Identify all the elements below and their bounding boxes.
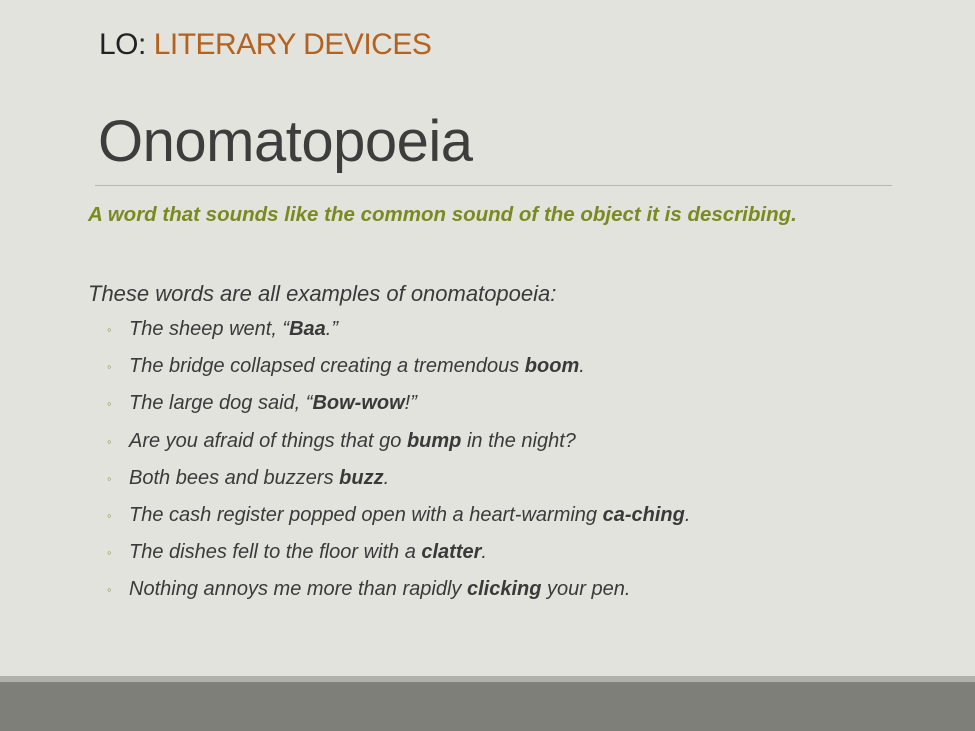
bullet-icon: ◦ [107,322,112,337]
example-item: ◦ The cash register popped open with a heart-warming ca-ching. [107,503,691,526]
bullet-icon: ◦ [107,470,112,486]
onomatopoeia-word: ca-ching [602,503,685,526]
examples-list [107,318,690,616]
definition-text: A word that sounds like the common sound of the object it is describing. [88,203,797,226]
lo-topic: LITERARY DEVICES [153,28,432,61]
onomatopoeia-word: Baa [289,318,326,340]
bullet-icon: ◦ [107,582,112,598]
example-item: ◦ The dishes fell to the floor with a clatter. [107,541,487,564]
onomatopoeia-word: bump [406,429,462,452]
onomatopoeia-word: boom [524,355,580,378]
onomatopoeia-word: buzz [339,466,384,489]
bullet-icon: ◦ [107,433,112,449]
onomatopoeia-word: clicking [466,578,542,601]
lo-header [99,28,431,62]
example-item: ◦ The large dog said, “Bow-wow!” [107,392,417,415]
example-item: ◦ Both bees and buzzers buzz. [107,466,390,489]
bullet-icon: ◦ [107,545,112,561]
examples-intro: These words are all examples of onomatopoeia: [88,281,557,306]
footer-bar [0,682,975,731]
bullet-icon: ◦ [107,507,112,523]
title-divider [95,185,892,186]
example-item: ◦ The bridge collapsed creating a tremendous boom. [107,355,585,378]
slide-title: Onomatopoeia [98,109,473,174]
bullet-icon: ◦ [107,359,112,375]
bullet-icon: ◦ [107,396,112,412]
onomatopoeia-word: Bow-wow [312,392,405,415]
lo-prefix: LO: [99,28,154,61]
example-item: ◦ The sheep went, “Baa.” [107,318,339,340]
example-item: ◦ Are you afraid of things that go bump in the night? [107,429,576,452]
onomatopoeia-word: clatter [421,541,482,564]
example-item: ◦ Nothing annoys me more than rapidly clicking your pen. [107,578,631,601]
